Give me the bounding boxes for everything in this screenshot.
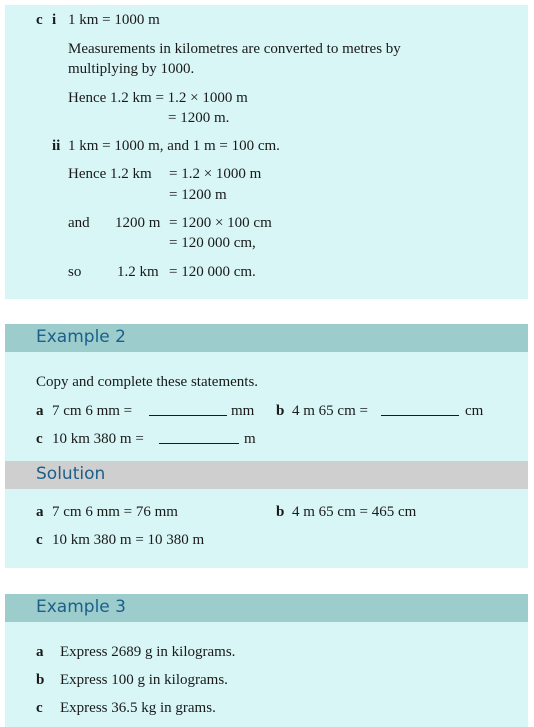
example-3-q-c-label: c [36,700,43,716]
example-2-s-a-label: a [36,504,44,520]
example-2-s-c-text: 10 km 380 m = 10 380 m [52,532,205,548]
example-3-header [5,594,528,622]
part-c-label: c [36,12,43,28]
example-2-q-a-label: a [36,403,44,419]
example-2-s-c-label: c [36,532,43,548]
example-2-q-a-unit: mm [231,403,255,419]
example-2-intro: Copy and complete these statements. [36,374,259,390]
example-2-q-a-blank [149,415,227,416]
solution-part-c-panel [5,5,528,299]
example-3-q-a-text: Express 2689 g in kilograms. [60,644,236,660]
example-2-question-panel [5,352,528,461]
part-c-ii-and-word: and [68,215,90,231]
part-c-i-explain-2: multiplying by 1000. [68,61,195,77]
example-2-q-b-text: 4 m 65 cm = [292,403,368,419]
example-2-s-b-label: b [276,504,285,520]
example-3-question-panel [5,622,528,727]
example-2-title: Example 2 [36,327,126,347]
example-2-q-b-label: b [276,403,285,419]
part-c-i-label: i [52,12,57,28]
part-c-ii-hence-rhs-1: = 1.2 × 1000 m [169,166,262,182]
part-c-ii-so-lhs: 1.2 km [117,264,159,280]
example-2-s-a-text: 7 cm 6 mm = 76 mm [52,504,178,520]
example-2-q-b-blank [381,415,459,416]
example-2-s-b-text: 4 m 65 cm = 465 cm [292,504,417,520]
example-2-q-c-label: c [36,431,43,447]
part-c-ii-hence-lhs: Hence 1.2 km [68,166,152,182]
part-c-ii-line1: 1 km = 1000 m, and 1 m = 100 cm. [68,138,280,154]
example-2-q-c-unit: m [244,431,256,447]
part-c-i-explain-1: Measurements in kilometres are converted to metres by [68,41,401,57]
example-2-q-c-text: 10 km 380 m = [52,431,144,447]
example-3-q-b-text: Express 100 g in kilograms. [60,672,228,688]
example-3-q-c-text: Express 36.5 kg in grams. [60,700,216,716]
part-c-i-hence-rhs: = 1200 m. [168,110,230,126]
part-c-ii-and-rhs-2: = 120 000 cm, [169,235,256,251]
example-3-q-b-label: b [36,672,45,688]
part-c-ii-label: ii [52,138,61,154]
part-c-ii-so-word: so [68,264,82,280]
part-c-i-line1: 1 km = 1000 m [68,12,160,28]
part-c-ii-and-lhs: 1200 m [115,215,161,231]
example-2-solution-panel [5,489,528,568]
example-3-title: Example 3 [36,597,126,617]
example-2-solution-title: Solution [36,464,106,484]
example-2-q-a-text: 7 cm 6 mm = [52,403,133,419]
example-3-q-a-label: a [36,644,44,660]
example-2-q-b-unit: cm [465,403,484,419]
example-2-header [5,324,528,352]
part-c-i-hence-lhs: Hence 1.2 km = 1.2 × 1000 m [68,90,248,106]
part-c-ii-so-rhs: = 120 000 cm. [169,264,256,280]
part-c-ii-hence-rhs-2: = 1200 m [169,187,227,203]
part-c-ii-and-rhs-1: = 1200 × 100 cm [169,215,272,231]
example-2-q-c-blank [159,443,239,444]
example-2-solution-header [5,461,528,489]
